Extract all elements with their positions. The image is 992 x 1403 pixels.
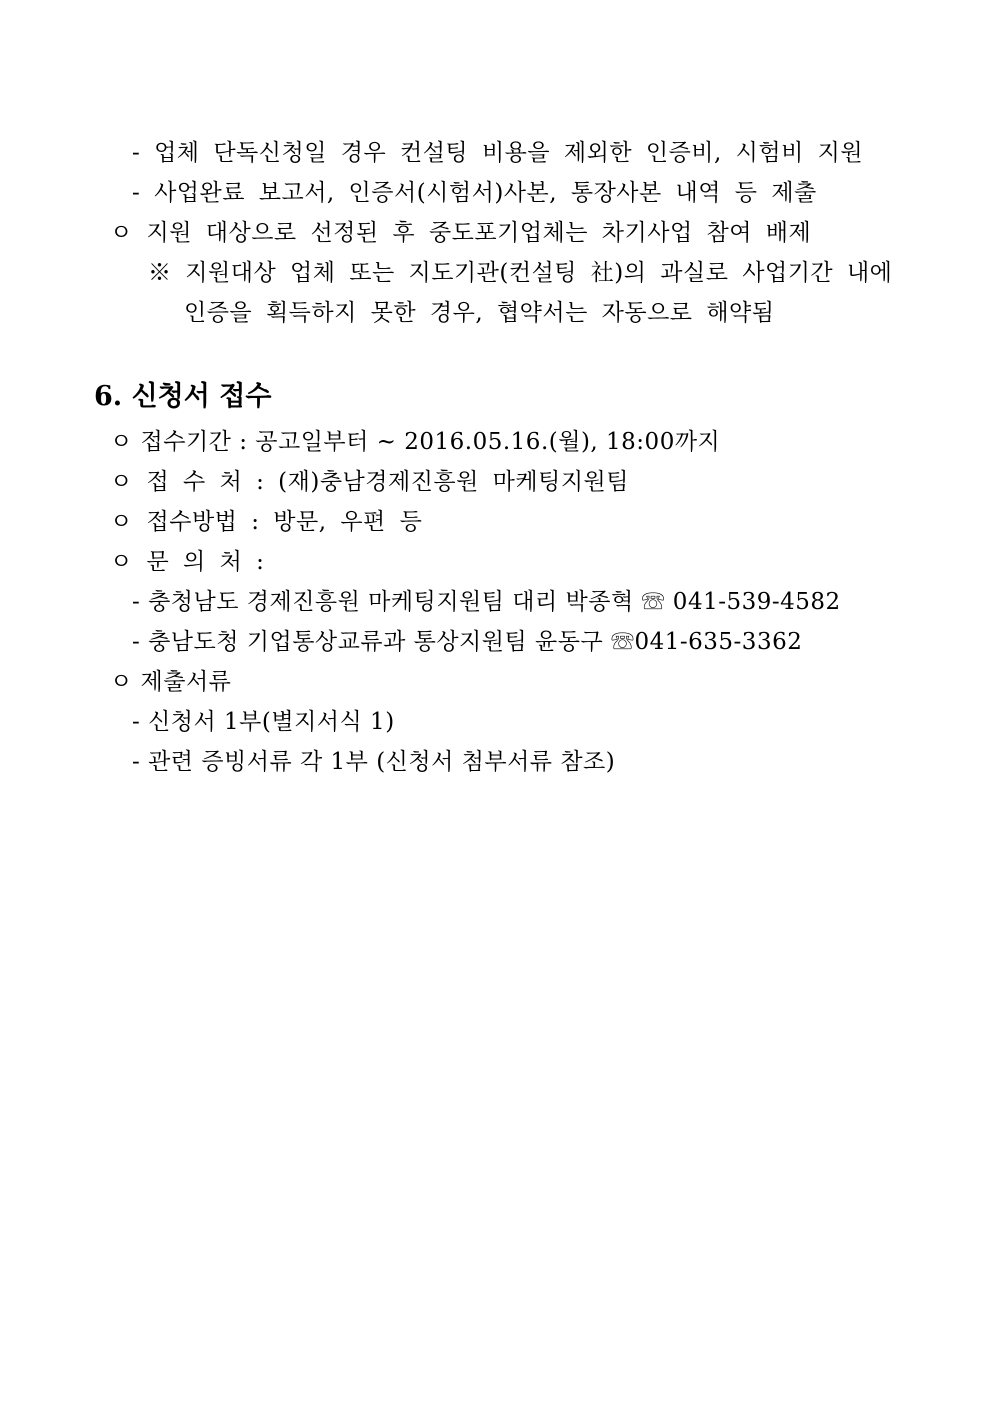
text-line-support-scope: - 업체 단독신청일 경우 컨설팅 비용을 제외한 인증비, 시험비 지원	[132, 140, 864, 166]
text-line-reception-method: ㅇ 접수방법 : 방문, 우편 등	[110, 509, 423, 535]
text-line-documents: ㅇ 제출서류	[110, 669, 232, 695]
text-line-note-continued: 인증을 획득하지 못한 경우, 협약서는 자동으로 해약됨	[184, 300, 775, 326]
text-line-supporting-docs: - 관련 증빙서류 각 1부 (신청서 첨부서류 참조)	[132, 749, 616, 775]
text-line-contact-1: - 충청남도 경제진흥원 마케팅지원팀 대리 박종혁 ☏ 041-539-4582	[132, 589, 841, 615]
text-line-report-submission: - 사업완료 보고서, 인증서(시험서)사본, 통장사본 내역 등 제출	[132, 180, 817, 206]
text-line-note: ※ 지원대상 업체 또는 지도기관(컨설팅 社)의 과실로 사업기간 내에	[148, 260, 893, 286]
text-line-inquiry: ㅇ 문 의 처 :	[110, 549, 265, 575]
section-heading: 6. 신청서 접수	[94, 381, 272, 412]
text-line-reception-office: ㅇ 접 수 처 : (재)충남경제진흥원 마케팅지원팀	[110, 469, 629, 495]
text-line-contact-2: - 충남도청 기업통상교류과 통상지원팀 윤동구 ☏041-635-3362	[132, 629, 803, 655]
text-line-reception-period: ㅇ 접수기간 : 공고일부터 ~ 2016.05.16.(월), 18:00까지	[110, 429, 721, 455]
text-line-exclusion: ㅇ 지원 대상으로 선정된 후 중도포기업체는 차기사업 참여 배제	[110, 220, 812, 246]
text-line-application-form: - 신청서 1부(별지서식 1)	[132, 709, 395, 735]
